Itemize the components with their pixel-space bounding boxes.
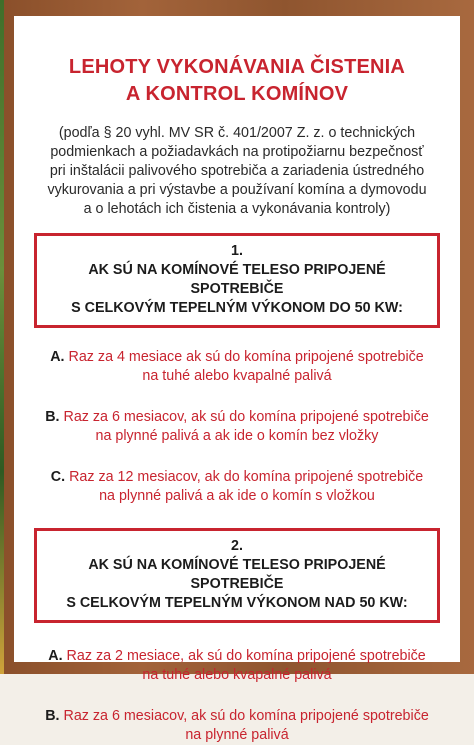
section-1-item-c	[42, 468, 432, 506]
section-1-items	[42, 348, 432, 506]
section-1-heading-line-2: S CELKOVÝM TEPELNÝM VÝKONOM DO 50 KW:	[71, 300, 403, 316]
item-letter: B.	[45, 409, 60, 425]
title-line-2: A KONTROL KOMÍNOV	[125, 83, 349, 105]
section-2-item-a	[42, 647, 432, 685]
section-2-heading-box	[34, 528, 440, 623]
section-1-number: 1.	[231, 243, 243, 259]
title-line-1: LEHOTY VYKONÁVANIA ČISTENIA	[68, 56, 406, 78]
item-letter: A.	[50, 349, 65, 365]
section-2-items	[42, 647, 432, 745]
item-text: Raz za 2 mesiace, ak sú do komína pripojené spotrebiče na tuhé alebo kvapalné palivá	[66, 648, 426, 683]
section-1-item-a	[42, 348, 432, 386]
section-2-heading-line-1: AK SÚ NA KOMÍNOVÉ TELESO PRIPOJENÉ SPOTREBIČE	[88, 557, 386, 592]
item-letter: A.	[48, 648, 63, 664]
section-2-number: 2.	[231, 538, 243, 554]
item-text: Raz za 4 mesiace ak sú do komína pripojené spotrebiče na tuhé alebo kvapalné palivá	[68, 349, 424, 384]
legal-reference: (podľa § 20 vyhl. MV SR č. 401/2007 Z. z. o technických podmienkach a požiadavkách na protipožiarnu bezpečnosť pri inštalácii palivového spotrebiča a zariadenia ústredného vykurovania a pri výstavbe a používaní komína a dymovodu a o lehotách ich čistenia a vykonávania kontroly)	[47, 125, 427, 217]
section-1-item-b	[42, 408, 432, 446]
section-1-heading-box	[34, 233, 440, 328]
notice-board	[14, 16, 460, 743]
item-text: Raz za 12 mesiacov, ak do komína pripojené spotrebiče na plynné palivá a ak ide o komín s vložkou	[69, 469, 424, 504]
page-title	[42, 54, 432, 108]
frame-edge-decoration	[0, 0, 4, 674]
section-2-heading-line-2: S CELKOVÝM TEPELNÝM VÝKONOM NAD 50 KW:	[66, 595, 408, 611]
item-text: Raz za 6 mesiacov, ak sú do komína pripojené spotrebiče na plynné palivá a ak ide o komín bez vložky	[63, 409, 429, 444]
section-1-heading-line-1: AK SÚ NA KOMÍNOVÉ TELESO PRIPOJENÉ SPOTREBIČE	[88, 262, 386, 297]
item-letter: C.	[50, 469, 66, 485]
section-2-item-b	[42, 707, 432, 745]
item-letter: B.	[45, 708, 60, 724]
item-text: Raz za 6 mesiacov, ak sú do komína pripojené spotrebiče na plynné palivá	[63, 708, 429, 743]
